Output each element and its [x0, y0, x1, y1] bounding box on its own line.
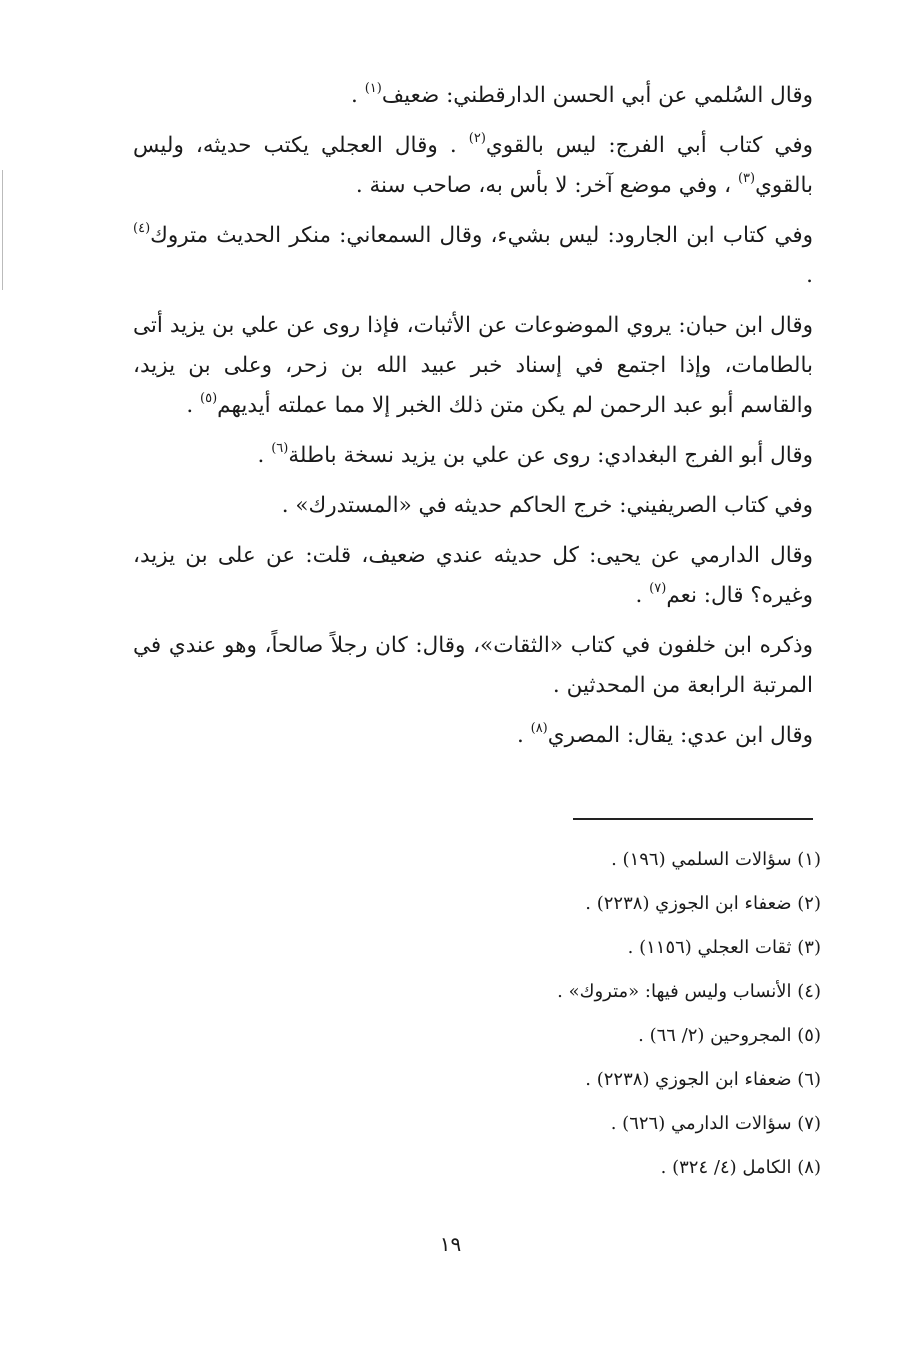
paragraph-tail: .: [635, 583, 650, 608]
paragraph-tail: .: [257, 443, 272, 468]
paragraph-tail: .: [806, 263, 813, 288]
footnote-5: (٥) المجروحين (٢/ ٦٦) .: [638, 1025, 821, 1046]
paragraph-tail: . وقال العجلي يكتب حديثه، وليس بالقوي: [133, 133, 813, 198]
footnote-marker: (١): [364, 81, 382, 96]
footnote-8: (٨) الكامل (٤/ ٣٢٤) .: [660, 1157, 821, 1178]
paragraph-tail: ، وفي موضع آخر: لا بأس به، صاحب سنة .: [355, 173, 738, 198]
footnote-marker: (٧): [649, 581, 667, 596]
footnote-marker: (٦): [271, 441, 289, 456]
footnote-1: (١) سؤالات السلمي (١٩٦) .: [611, 849, 821, 870]
paragraph-4: [133, 306, 813, 426]
paragraph-tail: .: [351, 83, 365, 108]
footnote-marker: (٤): [133, 221, 151, 236]
footnote-marker: (٨): [530, 721, 548, 736]
paragraph-text: وقال ابن حبان: يروي الموضوعات عن الأثبات، فإذا روى عن علي بن يزيد أتى بالطامات، وإذا اجتمع في إسناد خبر عبيد الله بن زحر، وعلى بن يزيد، والقاسم أبو عبد الرحمن لم يكن متن ذلك الخبر إلا مما عملته أيديهم: [133, 313, 813, 418]
footnote-2: (٢) ضعفاء ابن الجوزي (٢٢٣٨) .: [585, 893, 821, 914]
paragraph-text: وفي كتاب ابن الجارود: ليس بشيء، وقال السمعاني: منكر الحديث متروك: [150, 223, 813, 248]
paragraph-7: [133, 536, 813, 616]
paragraph-text: وقال الدارمي عن يحيى: كل حديثه عندي ضعيف، قلت: عن على بن يزيد، وغيره؟ قال: نعم: [133, 543, 813, 608]
paragraph-tail: .: [186, 393, 201, 418]
footnote-6: (٦) ضعفاء ابن الجوزي (٢٢٣٨) .: [585, 1069, 821, 1090]
footnote-marker: (٢): [468, 131, 486, 146]
footnote-separator: [573, 818, 813, 820]
paragraph-6: [133, 486, 813, 526]
paragraph-text: وذكره ابن خلفون في كتاب «الثقات»، وقال: كان رجلاً صالحاً، وهو عندي في المرتبة الرابعة من المحدثين .: [133, 633, 813, 698]
paragraph-text: وفي كتاب الصريفيني: خرج الحاكم حديثه في «المستدرك» .: [281, 493, 813, 518]
footnotes-list: [341, 838, 821, 1190]
paragraph-text: وقال أبو الفرج البغدادي: روى عن علي بن يزيد نسخة باطلة: [288, 443, 813, 468]
paragraph-text: وفي كتاب أبي الفرج: ليس بالقوي: [485, 133, 814, 158]
scan-artifact: [2, 170, 3, 290]
page-number: ١٩: [439, 1232, 462, 1256]
main-text: [133, 76, 813, 766]
footnote-7: (٧) سؤالات الدارمي (٦٢٦) .: [610, 1113, 821, 1134]
paragraph-text: وقال ابن عدي: يقال: المصري: [547, 723, 813, 748]
paragraph-text: وقال السُلمي عن أبي الحسن الدارقطني: ضعيف: [381, 83, 813, 108]
paragraph-5: [133, 436, 813, 476]
footnote-marker: (٣): [737, 171, 756, 186]
footnote-3: (٣) ثقات العجلي (١١٥٦) .: [627, 937, 821, 958]
paragraph-9: [133, 716, 813, 756]
footnote-marker: (٥): [200, 391, 218, 406]
paragraph-1: [133, 76, 813, 116]
footnote-4: (٤) الأنساب وليس فيها: «متروك» .: [557, 981, 821, 1002]
paragraph-tail: .: [516, 723, 531, 748]
paragraph-2: [133, 126, 813, 206]
paragraph-8: [133, 626, 813, 706]
paragraph-3: [133, 216, 813, 296]
